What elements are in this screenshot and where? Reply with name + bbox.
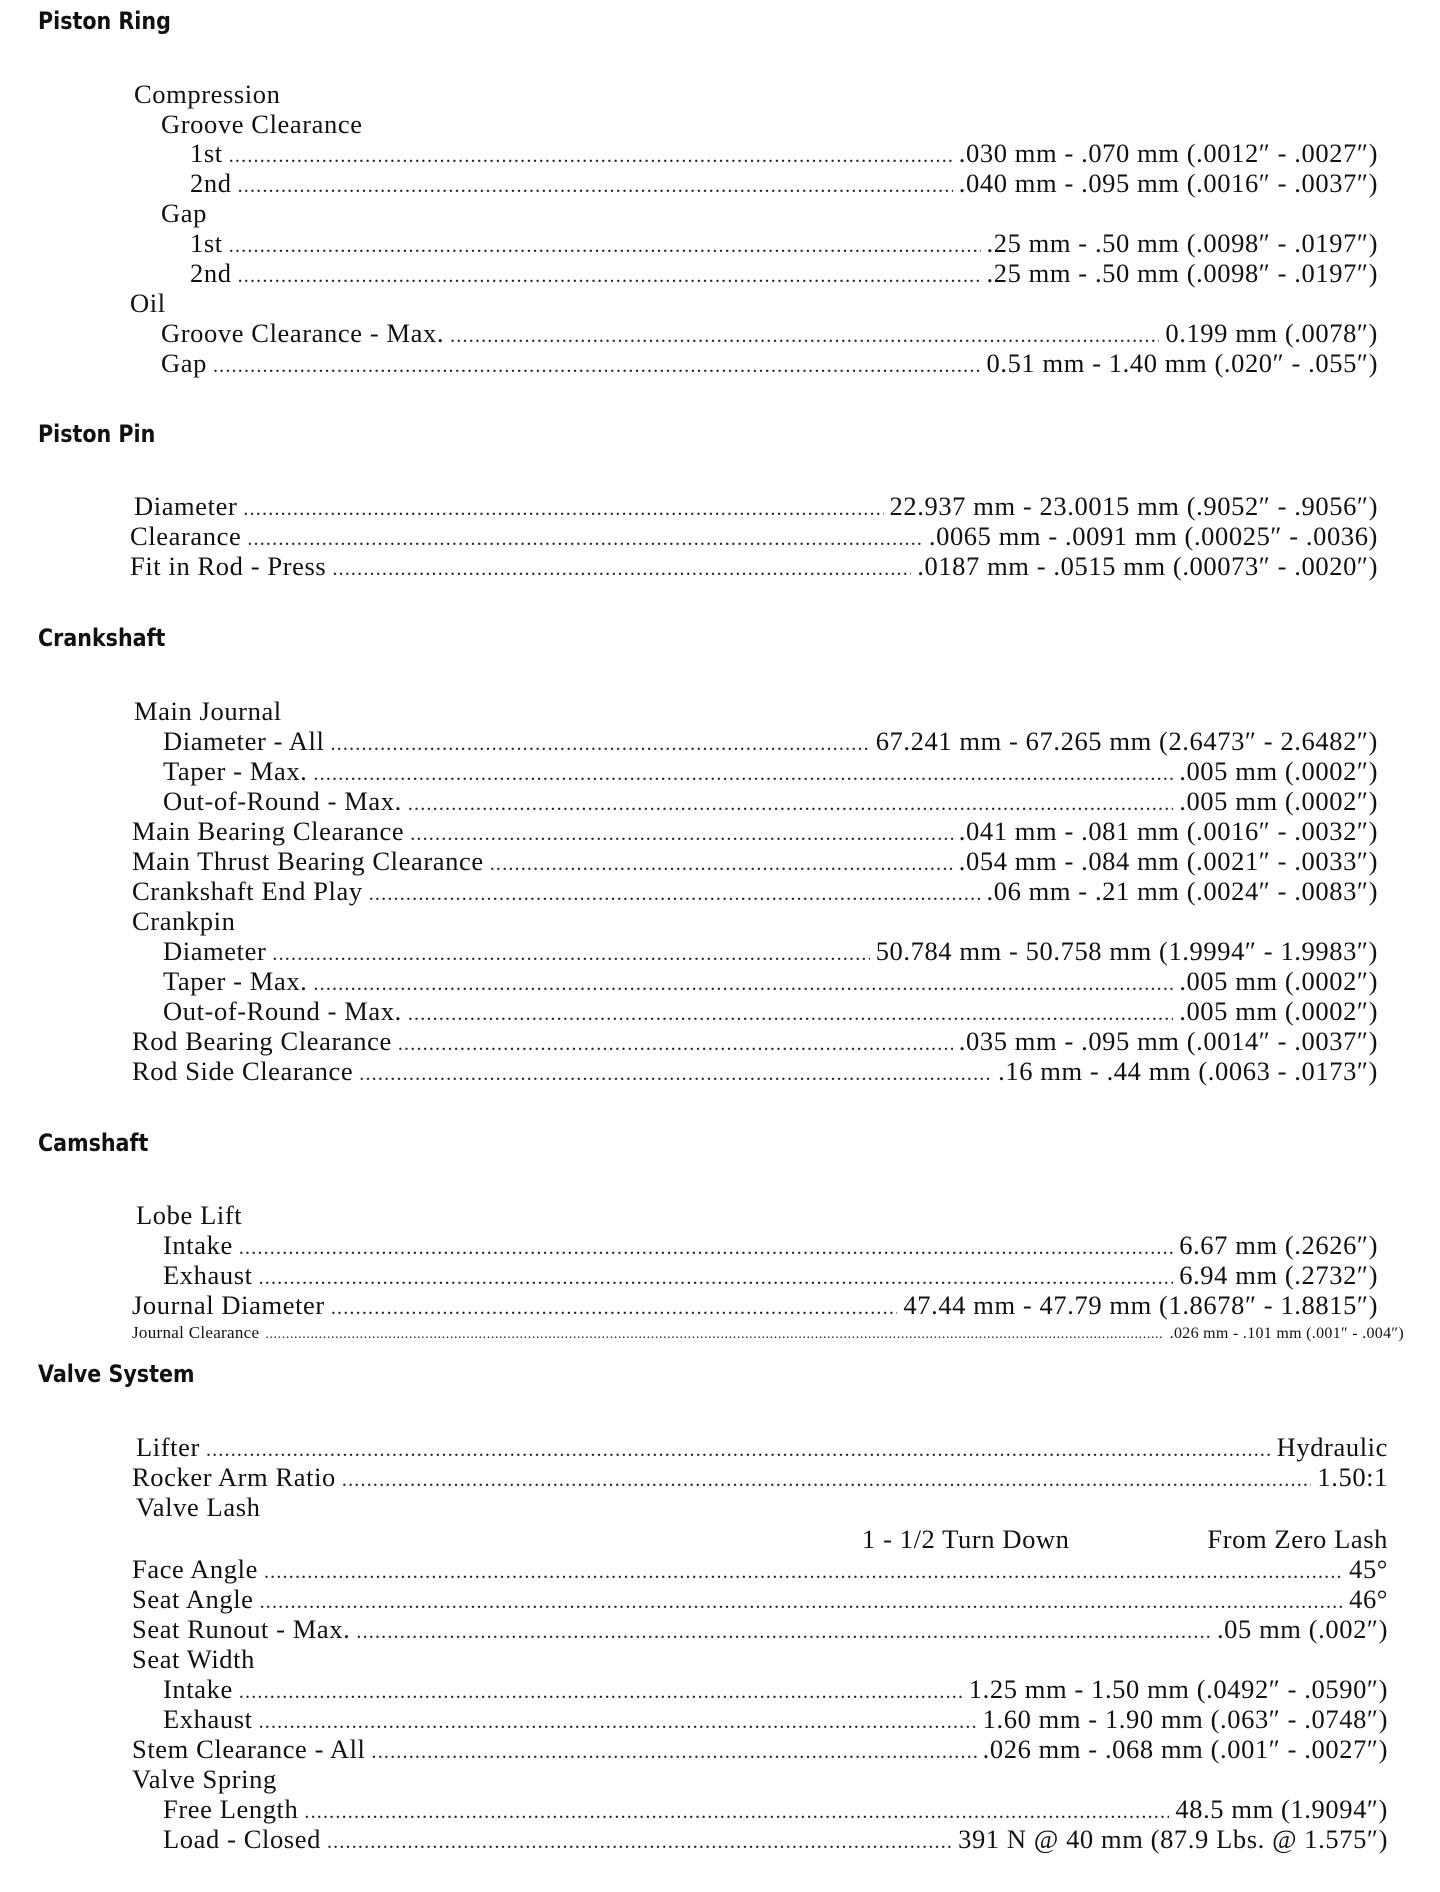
spec-label: Crankshaft End Play — [132, 876, 363, 906]
spec-value: .005 mm (.0002″) — [1179, 786, 1378, 816]
spec-value: 1.50:1 — [1317, 1462, 1388, 1492]
dot-leader — [265, 1323, 1163, 1347]
spec-row-cp-taper — [163, 966, 1378, 996]
spec-label: Fit in Rod - Press — [130, 551, 327, 581]
dot-leader — [359, 1059, 992, 1089]
dot-leader — [260, 1587, 1344, 1617]
spec-row-free-length — [163, 1794, 1388, 1824]
spec-value: .005 mm (.0002″) — [1179, 996, 1378, 1026]
spec-row-lobe-exhaust — [163, 1260, 1378, 1290]
spec-row-seat-width-intake — [163, 1674, 1388, 1704]
spec-value: 48.5 mm (1.9094″) — [1175, 1794, 1388, 1824]
spec-label: Seat Runout - Max. — [132, 1614, 351, 1644]
spec-value: 6.94 mm (.2732″) — [1179, 1260, 1378, 1290]
spec-value: .25 mm - .50 mm (.0098″ - .0197″) — [986, 228, 1378, 258]
spec-row-rocker-ratio — [132, 1462, 1388, 1492]
spec-value: .25 mm - .50 mm (.0098″ - .0197″) — [986, 258, 1378, 288]
dot-leader — [450, 321, 1159, 351]
spec-row-face-angle — [132, 1554, 1388, 1584]
dot-leader — [229, 141, 953, 171]
spec-value: .035 mm - .095 mm (.0014″ - .0037″) — [958, 1026, 1378, 1056]
spec-value: 50.784 mm - 50.758 mm (1.9994″ - 1.9983″) — [875, 936, 1378, 966]
spec-label: Rocker Arm Ratio — [132, 1462, 336, 1492]
spec-label: Journal Diameter — [132, 1290, 325, 1320]
label-valve-spring: Valve Spring — [132, 1764, 277, 1794]
dot-leader — [330, 729, 869, 759]
spec-value: 0.51 mm - 1.40 mm (.020″ - .055″) — [986, 348, 1378, 378]
section-heading-camshaft: Camshaft — [38, 1129, 149, 1157]
spec-row-rod-bearing — [132, 1026, 1378, 1056]
spec-value: 67.241 mm - 67.265 mm (2.6473″ - 2.6482″) — [875, 726, 1378, 756]
dot-leader — [239, 1677, 963, 1707]
dot-leader — [229, 231, 981, 261]
dot-leader — [272, 939, 869, 969]
spec-value: 0.199 mm (.0078″) — [1165, 318, 1378, 348]
spec-label: Clearance — [130, 521, 242, 551]
spec-value: 391 N @ 40 mm (87.9 Lbs. @ 1.575″) — [958, 1824, 1388, 1854]
spec-row-gap-1st — [190, 228, 1378, 258]
spec-value: 6.67 mm (.2626″) — [1179, 1230, 1378, 1260]
spec-label: Exhaust — [163, 1704, 253, 1734]
dot-leader — [238, 171, 953, 201]
spec-value: .026 mm - .101 mm (.001″ - .004″) — [1169, 1325, 1404, 1342]
spec-row-cp-out-of-round — [163, 996, 1378, 1026]
spec-row-oil-groove — [161, 318, 1378, 348]
spec-value: .06 mm - .21 mm (.0024″ - .0083″) — [986, 876, 1378, 906]
dot-leader — [332, 554, 911, 584]
dot-leader — [264, 1557, 1343, 1587]
spec-label: Groove Clearance - Max. — [161, 318, 445, 348]
spec-value: .05 mm (.002″) — [1216, 1614, 1388, 1644]
spec-label: Out-of-Round - Max. — [163, 786, 402, 816]
spec-row-journal-clearance — [132, 1321, 1404, 1345]
spec-value: 45° — [1349, 1554, 1388, 1584]
spec-value: .0187 mm - .0515 mm (.00073″ - .0020″) — [917, 551, 1378, 581]
valve-lash-from: From Zero Lash — [1207, 1524, 1388, 1554]
spec-label: Taper - Max. — [163, 756, 308, 786]
spec-row-load-closed — [163, 1824, 1388, 1854]
spec-label: Stem Clearance - All — [132, 1734, 366, 1764]
spec-label: Load - Closed — [163, 1824, 321, 1854]
spec-label: Face Angle — [132, 1554, 258, 1584]
spec-label: Out-of-Round - Max. — [163, 996, 402, 1026]
spec-value: .005 mm (.0002″) — [1179, 966, 1378, 996]
dot-leader — [369, 879, 981, 909]
spec-value: .005 mm (.0002″) — [1179, 756, 1378, 786]
spec-row-seat-width-exhaust — [163, 1704, 1388, 1734]
dot-leader — [259, 1707, 977, 1737]
dot-leader — [259, 1263, 1174, 1293]
valve-lash-turn: 1 - 1/2 Turn Down — [862, 1524, 1070, 1554]
spec-label: Rod Bearing Clearance — [132, 1026, 392, 1056]
spec-row-main-thrust — [132, 846, 1378, 876]
spec-label: Intake — [163, 1674, 233, 1704]
spec-row-mj-diameter — [163, 726, 1378, 756]
spec-label: 2nd — [190, 258, 232, 288]
dot-leader — [408, 999, 1173, 1029]
dot-leader — [213, 351, 981, 381]
spec-label: Journal Clearance — [132, 1323, 260, 1342]
dot-leader — [372, 1737, 977, 1767]
spec-row-mj-taper — [163, 756, 1378, 786]
dot-leader — [304, 1797, 1169, 1827]
dot-leader — [408, 789, 1173, 819]
spec-label: Lifter — [136, 1432, 200, 1462]
spec-label: Exhaust — [163, 1260, 253, 1290]
spec-label: Free Length — [163, 1794, 299, 1824]
label-seat-width: Seat Width — [132, 1644, 255, 1674]
spec-label: Main Bearing Clearance — [132, 816, 405, 846]
spec-row-seat-runout — [132, 1614, 1388, 1644]
label-oil: Oil — [130, 288, 166, 318]
spec-label: Taper - Max. — [163, 966, 308, 996]
spec-row-seat-angle — [132, 1584, 1388, 1614]
label-main-journal: Main Journal — [134, 696, 282, 726]
spec-value: .026 mm - .068 mm (.001″ - .0027″) — [982, 1734, 1388, 1764]
spec-label: 1st — [190, 138, 223, 168]
spec-value: 47.44 mm - 47.79 mm (1.8678″ - 1.8815″) — [903, 1290, 1378, 1320]
spec-row-mj-out-of-round — [163, 786, 1378, 816]
spec-row-pin-fit — [130, 551, 1378, 581]
spec-row-rod-side — [132, 1056, 1378, 1086]
label-groove-clearance: Groove Clearance — [161, 109, 363, 139]
spec-value: 1.60 mm - 1.90 mm (.063″ - .0748″) — [982, 1704, 1388, 1734]
spec-row-cp-diameter — [163, 936, 1378, 966]
spec-row-groove-1st — [190, 138, 1378, 168]
dot-leader — [398, 1029, 953, 1059]
spec-row-lobe-intake — [163, 1230, 1378, 1260]
spec-value: Hydraulic — [1276, 1432, 1388, 1462]
spec-row-stem-clearance — [132, 1734, 1388, 1764]
spec-row-main-bearing — [132, 816, 1378, 846]
dot-leader — [206, 1435, 1271, 1465]
label-crankpin: Crankpin — [132, 906, 236, 936]
spec-value: .040 mm - .095 mm (.0016″ - .0037″) — [958, 168, 1378, 198]
dot-leader — [238, 261, 981, 291]
spec-value: .0065 mm - .0091 mm (.00025″ - .0036) — [928, 521, 1378, 551]
spec-value: 22.937 mm - 23.0015 mm (.9052″ - .9056″) — [889, 491, 1378, 521]
spec-value: .030 mm - .070 mm (.0012″ - .0027″) — [958, 138, 1378, 168]
section-heading-piston-ring: Piston Ring — [38, 7, 171, 35]
spec-value: .16 mm - .44 mm (.0063 - .0173″) — [998, 1056, 1378, 1086]
dot-leader — [243, 494, 883, 524]
spec-label: 2nd — [190, 168, 232, 198]
spec-row-lifter — [136, 1432, 1388, 1462]
label-lobe-lift: Lobe Lift — [136, 1200, 243, 1230]
dot-leader — [331, 1293, 898, 1323]
spec-label: Seat Angle — [132, 1584, 254, 1614]
spec-value: 1.25 mm - 1.50 mm (.0492″ - .0590″) — [968, 1674, 1388, 1704]
dot-leader — [356, 1617, 1211, 1647]
spec-row-oil-gap — [161, 348, 1378, 378]
spec-label: Diameter — [134, 491, 238, 521]
dot-leader — [313, 969, 1173, 999]
spec-value: 46° — [1349, 1584, 1388, 1614]
spec-row-groove-2nd — [190, 168, 1378, 198]
label-valve-lash: Valve Lash — [136, 1492, 261, 1522]
dot-leader — [247, 524, 923, 554]
spec-label: Rod Side Clearance — [132, 1056, 354, 1086]
dot-leader — [327, 1827, 952, 1857]
dot-leader — [342, 1465, 1312, 1495]
spec-row-pin-clearance — [130, 521, 1378, 551]
spec-label: Diameter — [163, 936, 267, 966]
dot-leader — [490, 849, 953, 879]
spec-label: 1st — [190, 228, 223, 258]
spec-label: Diameter - All — [163, 726, 325, 756]
label-compression: Compression — [134, 79, 281, 109]
dot-leader — [313, 759, 1173, 789]
dot-leader — [239, 1233, 1173, 1263]
spec-label: Gap — [161, 348, 207, 378]
spec-row-pin-diameter — [134, 491, 1378, 521]
spec-label: Intake — [163, 1230, 233, 1260]
section-heading-valve-system: Valve System — [38, 1360, 195, 1388]
section-heading-crankshaft: Crankshaft — [38, 624, 166, 652]
label-gap: Gap — [161, 198, 207, 228]
spec-row-end-play — [132, 876, 1378, 906]
section-heading-piston-pin: Piston Pin — [38, 420, 156, 448]
spec-row-gap-2nd — [190, 258, 1378, 288]
spec-label: Main Thrust Bearing Clearance — [132, 846, 484, 876]
dot-leader — [410, 819, 953, 849]
spec-value: .054 mm - .084 mm (.0021″ - .0033″) — [958, 846, 1378, 876]
spec-value: .041 mm - .081 mm (.0016″ - .0032″) — [958, 816, 1378, 846]
spec-row-journal-diameter — [132, 1290, 1378, 1320]
